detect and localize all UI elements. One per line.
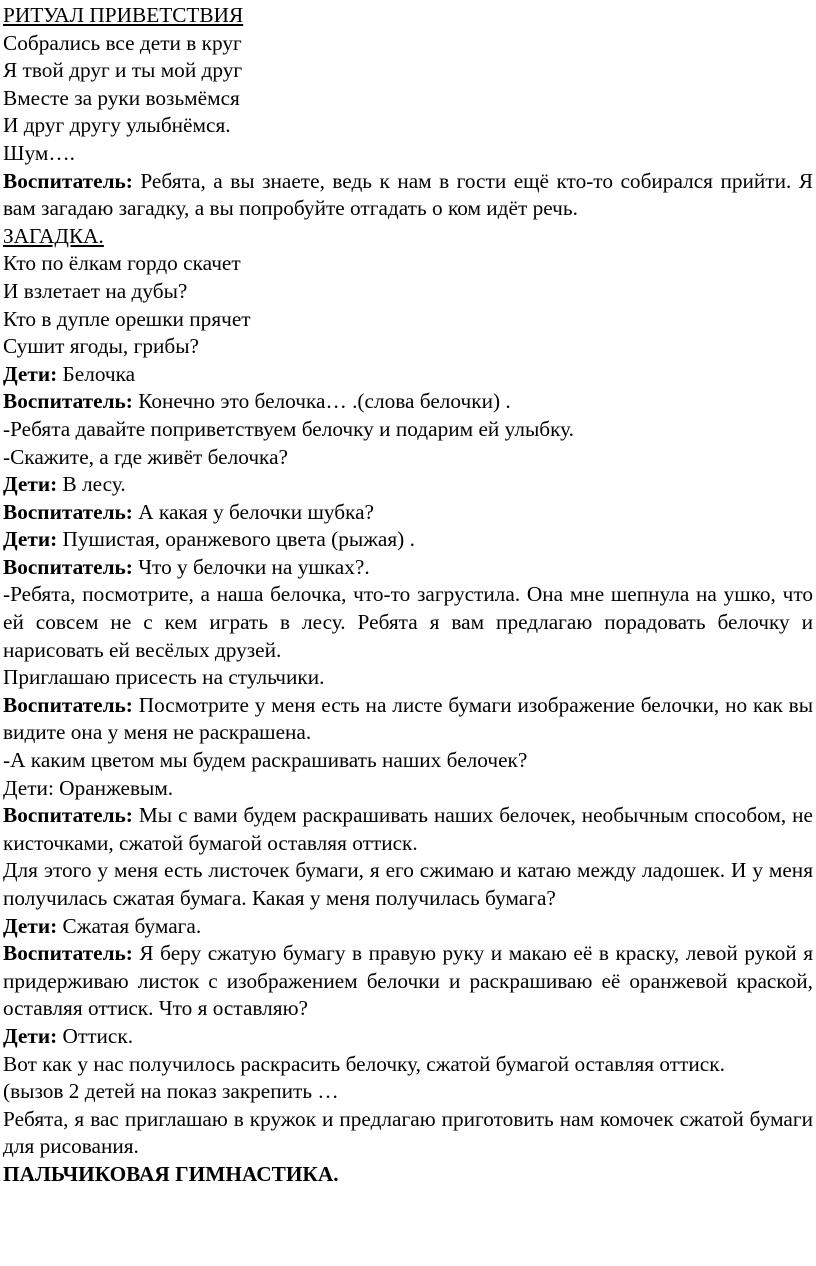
dialogue-line <box>3 361 813 389</box>
riddle-line: Кто в дупле орешки прячет <box>3 306 251 331</box>
section-heading-greeting-ritual: РИТУАЛ ПРИВЕТСТВИЯ <box>3 3 244 27</box>
speaker-label: Дети: <box>3 1023 58 1048</box>
speaker-label: Воспитатель: <box>3 692 133 717</box>
riddle-line: Кто по ёлкам гордо скачет <box>3 251 241 276</box>
speaker-label: Воспитатель: <box>3 803 133 828</box>
poem-line: Вместе за руки возьмёмся <box>3 85 240 110</box>
speaker-label: Воспитатель: <box>3 168 133 193</box>
dialogue-text: В лесу. <box>57 472 126 497</box>
dialogue-paragraph <box>3 692 813 747</box>
text-line: Дети: Оранжевым. <box>3 775 174 800</box>
text-line: -Скажите, а где живёт белочка? <box>3 444 288 469</box>
text-paragraph: Ребята, я вас приглашаю в кружок и предлагаю приготовить нам комочек сжатой бумаги для рисования. <box>3 1106 813 1159</box>
dialogue-line <box>3 499 813 527</box>
dialogue-text: Белочка <box>57 361 136 386</box>
dialogue-line <box>3 913 813 941</box>
dialogue-line <box>3 526 813 554</box>
text-line: Шум…. <box>3 140 75 165</box>
dialogue-paragraph <box>3 940 813 1023</box>
text-paragraph: Вот как у нас получилось раскрасить белочку, сжатой бумагой оставляя оттиск. <box>3 1051 725 1076</box>
dialogue-text: Конечно это белочка… .(слова белочки) . <box>132 389 511 414</box>
section-heading-finger-gymnastics: ПАЛЬЧИКОВАЯ ГИМНАСТИКА. <box>3 1161 339 1186</box>
text-line: (вызов 2 детей на показ закрепить … <box>3 1079 339 1104</box>
poem-line: И друг другу улыбнёмся. <box>3 113 231 138</box>
dialogue-text: Сжатая бумага. <box>57 913 202 938</box>
dialogue-text: Я беру сжатую бумагу в правую руку и макаю её в краску, левой рукой я придерживаю листок с изображением белочки и раскрашиваю её оранжевой краской, оставляя оттиск. Что я оставляю? <box>3 941 813 1021</box>
riddle-line: Сушит ягоды, грибы? <box>3 334 199 359</box>
dialogue-text: Оттиск. <box>57 1023 134 1048</box>
section-heading-riddle: ЗАГАДКА. <box>3 223 104 248</box>
dialogue-text: Ребята, а вы знаете, ведь к нам в гости ещё кто-то собирался прийти. Я вам загадаю загадку, а вы попробуйте отгадать о ком идёт речь. <box>3 168 813 221</box>
text-paragraph: -Ребята, посмотрите, а наша белочка, что-то загрустила. Она мне шепнула на ушко, что ей совсем не с кем играть в лесу. Ребята я вам предлагаю порадовать белочку и нарисовать ей весёлых друзей. <box>3 582 813 662</box>
text-line: -Ребята давайте поприветствуем белочку и подарим ей улыбку. <box>3 416 574 441</box>
dialogue-line <box>3 1023 813 1051</box>
poem-line: Я твой друг и ты мой друг <box>3 58 243 83</box>
speaker-label: Дети: <box>3 913 58 938</box>
speaker-label: Воспитатель: <box>3 499 133 524</box>
riddle-line: И взлетает на дубы? <box>3 278 188 303</box>
dialogue-paragraph <box>3 168 813 223</box>
dialogue-paragraph <box>3 802 813 857</box>
dialogue-text: Пушистая, оранжевого цвета (рыжая) . <box>57 527 415 552</box>
text-paragraph: Для этого у меня есть листочек бумаги, я его сжимаю и катаю между ладошек. И у меня получилась сжатая бумага. Какая у меня получилась бумага? <box>3 858 813 910</box>
speaker-label: Воспитатель: <box>3 389 133 414</box>
speaker-label: Дети: <box>3 527 58 552</box>
speaker-label: Воспитатель: <box>3 554 133 579</box>
poem-line: Собрались все дети в круг <box>3 30 242 55</box>
text-line: -А каким цветом мы будем раскрашивать наших белочек? <box>3 748 528 773</box>
text-line: Приглашаю присесть на стульчики. <box>3 665 325 690</box>
dialogue-text: Что у белочки на ушках?. <box>132 554 370 579</box>
dialogue-line <box>3 471 813 499</box>
dialogue-text: А какая у белочки шубка? <box>132 499 375 524</box>
speaker-label: Дети: <box>3 361 58 386</box>
dialogue-text: Мы с вами будем раскрашивать наших белочек, необычным способом, не кисточками, сжатой бумагой оставляя оттиск. <box>3 803 813 855</box>
dialogue-line <box>3 388 813 416</box>
speaker-label: Воспитатель: <box>3 941 133 966</box>
speaker-label: Дети: <box>3 472 58 497</box>
dialogue-line <box>3 554 813 582</box>
dialogue-text: Посмотрите у меня есть на листе бумаги изображение белочки, но как вы видите она у меня не раскрашена. <box>3 692 813 745</box>
